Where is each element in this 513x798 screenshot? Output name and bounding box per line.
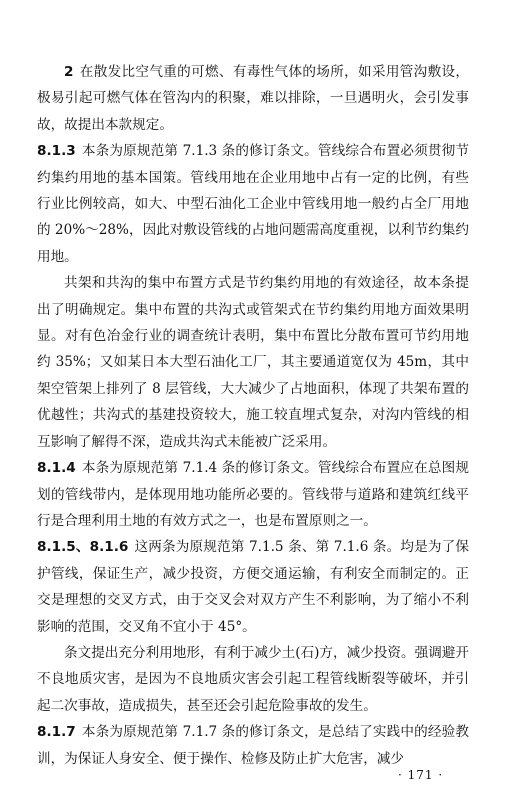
paragraph-text: 条文提出充分利用地形，有利于减少土(石)方，减少投资。强调避开不良地质灾害，是因为不良地质灾害会引起工程管线断裂等破坏，并引起二次事故，造成损失，甚至还会引起危险事故的发生。	[37, 644, 469, 714]
paragraph-text: 在散发比空气重的可燃、有毒性气体的场所，如采用管沟敷设，极易引起可燃气体在管沟内的积聚，难以排除，一旦遇明火，会引发事故，故提出本款规定。	[37, 64, 469, 133]
body-text	[37, 59, 469, 772]
paragraph-text: 共架和共沟的集中布置方式是节约集约用地的有效途径，故本条提出了明确规定。集中布置的共沟式或管架式在节约集约用地方面效果明显。对有色冶金行业的调查统计表明，集中布置比分散布置可节约用地约 35%；又如某日本大型石油化工厂，其主要通道宽仅为 45m，其中架空管架上排列了 8 层管线，大大减少了占地面积，体现了共架布置的优越性；共沟式的基建投资较大，施工较直埋式复杂，对沟内管线的相互影响了解得不深，造成共沟式未能被广泛采用。	[37, 275, 469, 450]
paragraph-terrain	[37, 640, 469, 719]
clause-number: 8.1.3	[37, 143, 76, 160]
paragraph-text: 本条为原规范第 7.1.7 条的修订条文，是总结了实践中的经验教训，为保证人身安全、便于操作、检修及防止扩大危害，减少	[37, 724, 469, 767]
clause-8-1-4	[37, 455, 469, 534]
clause-number: 8.1.4	[37, 460, 76, 477]
page-number: · 171 ·	[398, 768, 444, 782]
clause-8-1-7	[37, 719, 469, 772]
clause-number: 2	[64, 64, 74, 80]
paragraph-text: 这两条为原规范第 7.1.5 条、第 7.1.6 条。均是为了保护管线，保证生产，减少投资，方便交通运输，有利安全而制定的。正交是理想的交叉方式，由于交叉会对双方产生不利影响，为了缩小不利影响的范围，交叉角不宜小于 45°。	[37, 539, 469, 635]
clause-8-1-3	[37, 138, 469, 270]
paragraph-text: 本条为原规范第 7.1.3 条的修订条文。管线综合布置必须贯彻节约集约用地的基本国策。管线用地在企业用地中占有一定的比例，有些行业比例较高，如大、中型石油化工企业中管线用地一般约占全厂用地的 20%～28%，因此对敷设管线的占地问题需高度重视，以利节约集约用地。	[37, 143, 469, 265]
paragraph-text: 本条为原规范第 7.1.4 条的修订条文。管线综合布置应在总图规划的管线带内，是体现用地功能所必要的。管线带与道路和建筑红线平行是合理利用土地的有效方式之一，也是布置原则之一。	[37, 460, 469, 529]
paragraph-shared-racks	[37, 270, 469, 455]
clause-number: 8.1.5、8.1.6	[37, 539, 129, 556]
paragraph-item-2	[37, 59, 469, 138]
clause-number: 8.1.7	[37, 724, 76, 741]
clause-8-1-5-8-1-6	[37, 534, 469, 640]
